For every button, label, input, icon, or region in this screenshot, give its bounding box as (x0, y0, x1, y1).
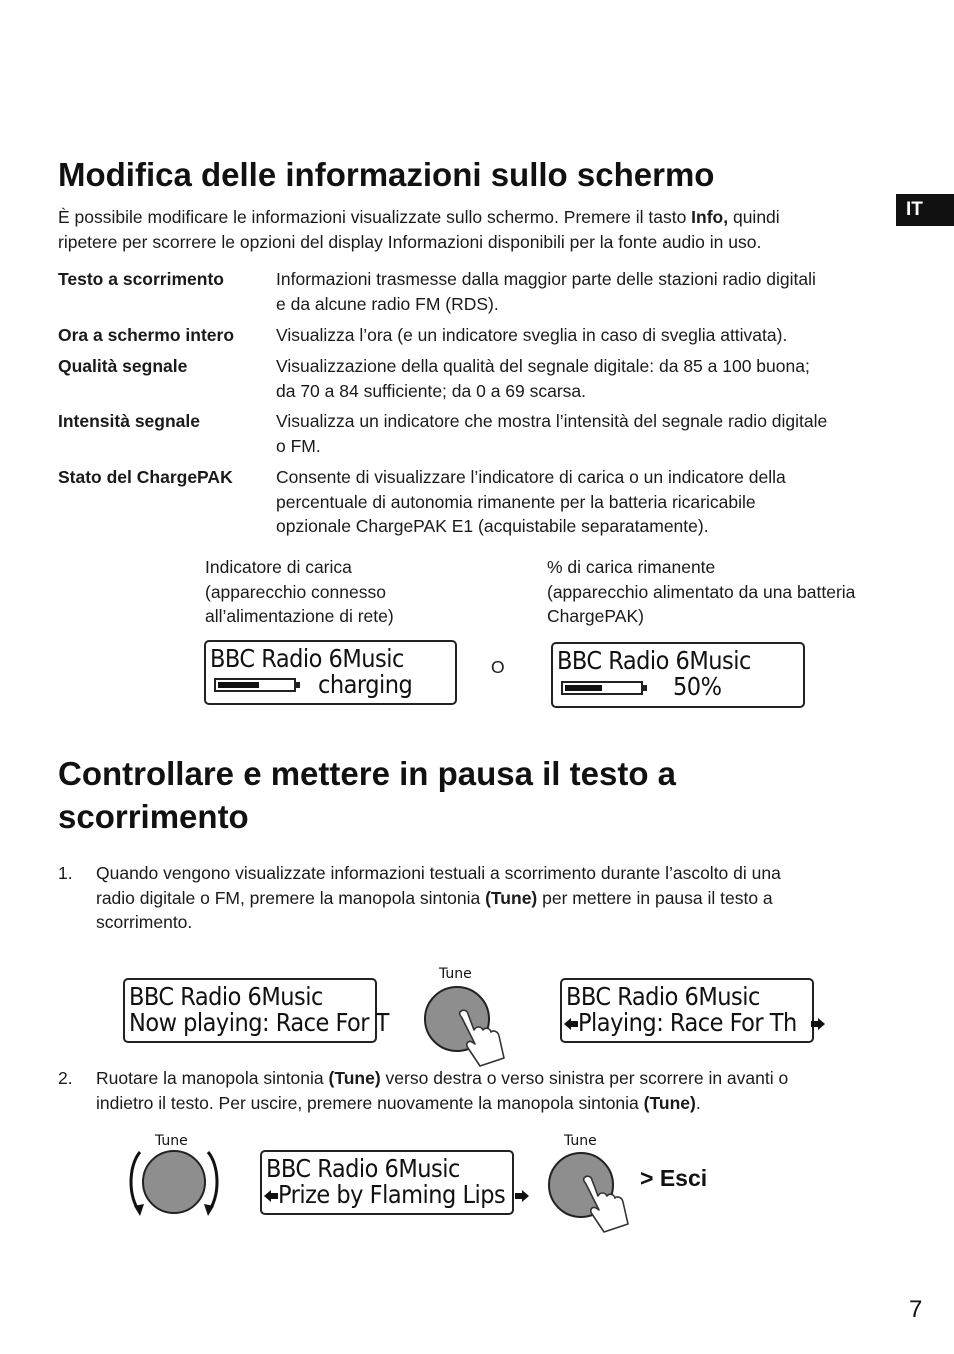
step1-tune-bold: (Tune) (485, 887, 538, 908)
caption-line: (apparecchio connesso (205, 581, 386, 602)
step2-line1b: verso destra o verso sinistra per scorrere in avanti o (380, 1068, 789, 1088)
step2-line2a: indietro il testo. Per uscire, premere nuovamente la manopola sintonia (96, 1092, 644, 1113)
definition-line: Visualizza l’ora (e un indicatore sveglia in caso di sveglia attivata). (276, 325, 788, 345)
definition-term: Intensità segnale (58, 411, 200, 431)
battery-bar (214, 678, 296, 692)
intro-line2: ripetere per scorrere le opzioni del display Informazioni disponibili per la fonte audio in uso. (58, 231, 762, 252)
battery-fill (218, 682, 259, 688)
step1-number: 1. (58, 863, 73, 883)
definition-description (276, 267, 901, 316)
definition-description (276, 465, 901, 539)
intro-paragraph (58, 205, 888, 254)
step2-tune-bold-2: (Tune) (643, 1092, 696, 1113)
battery-bar (561, 681, 643, 695)
lcd-line2: charging (318, 670, 413, 699)
caption-charging (205, 555, 525, 629)
intro-text-b: quindi (728, 207, 780, 227)
lcd-line1: BBC Radio 6Music (129, 982, 323, 1011)
section-title-display-info: Modifica delle informazioni sullo schermo (58, 156, 715, 193)
step1-line1: Quando vengono visualizzate informazioni testuali a scorrimento durante l’ascolto di una (96, 863, 781, 883)
lcd-line1: BBC Radio 6Music (266, 1154, 460, 1183)
scroll-right-arrow-icon (515, 1190, 529, 1202)
battery-fill (565, 685, 602, 691)
step1-line2b: per mettere in pausa il testo a (537, 887, 773, 908)
tune-knob-label: Tune (439, 966, 472, 982)
step1-line2a: radio digitale o FM, premere la manopola sintonia (96, 887, 486, 908)
battery-tip (296, 682, 300, 688)
definition-term: Ora a schermo intero (58, 325, 235, 345)
lcd-line2: 50% (673, 672, 722, 701)
tune-knob-label: Tune (155, 1133, 188, 1149)
battery-tip (643, 685, 647, 691)
tune-knob-label: Tune (564, 1133, 597, 1149)
definition-line: Consente di visualizzare l’indicatore di carica o un indicatore della (276, 467, 786, 487)
title-line1: Controllare e mettere in pausa il testo a (58, 755, 677, 792)
lcd-display-paused (560, 978, 814, 1043)
intro-bold-info: Info, (691, 207, 729, 227)
lcd-line2: Now playing: Race For T (129, 1008, 389, 1037)
lcd-display-charging (204, 640, 457, 705)
lcd-line1: BBC Radio 6Music (566, 982, 760, 1011)
lcd-display-scrolling (123, 978, 389, 1043)
scroll-left-arrow-icon (564, 1018, 578, 1030)
caption-line: % di carica rimanente (547, 557, 716, 577)
definition-line: o FM. (276, 435, 321, 456)
caption-line: Indicatore di carica (205, 557, 352, 577)
tune-knob-press-icon[interactable] (420, 982, 510, 1068)
page-number: 7 (909, 1296, 923, 1323)
scroll-right-arrow-icon (811, 1018, 825, 1030)
language-tab: IT (896, 194, 954, 226)
definition-description (276, 354, 901, 403)
step2-line2b: . (695, 1092, 701, 1113)
lcd-line1: BBC Radio 6Music (557, 646, 751, 675)
section-title-scroll-text (58, 752, 676, 838)
lcd-line2-text: Prize by Flaming Lips (278, 1180, 506, 1209)
caption-line: all’alimentazione di rete) (205, 606, 394, 626)
definition-line: e da alcune radio FM (RDS). (276, 293, 499, 314)
lcd-line2-text: Playing: Race For Th (578, 1008, 797, 1037)
caption-percent (547, 555, 907, 629)
definition-description (276, 323, 901, 348)
definition-term: Stato del ChargePAK (58, 467, 233, 487)
step1-line3: scorrimento. (96, 912, 193, 932)
definition-line: Visualizzazione della qualità del segnale digitale: da 85 a 100 buona; (276, 356, 810, 376)
lcd-line2-wrap (564, 1008, 825, 1037)
tune-knob-press-icon[interactable] (544, 1148, 634, 1234)
scroll-left-arrow-icon (264, 1190, 278, 1202)
or-label: O (491, 657, 505, 677)
step1-text (96, 861, 896, 935)
definition-line: Visualizza un indicatore che mostra l’intensità del segnale radio digitale (276, 411, 828, 431)
step2-number: 2. (58, 1068, 73, 1088)
caption-line: (apparecchio alimentato da una batteria (547, 581, 856, 602)
definition-line: opzionale ChargePAK E1 (acquistabile separatamente). (276, 516, 709, 536)
step2-tune-bold: (Tune) (328, 1068, 381, 1088)
definition-line: percentuale di autonomia rimanente per la batteria ricaricabile (276, 491, 756, 512)
step2-text (96, 1066, 896, 1115)
definition-term: Qualità segnale (58, 356, 188, 376)
intro-text-a: È possibile modificare le informazioni visualizzate sullo schermo. Premere il tasto (58, 207, 692, 227)
definition-term: Testo a scorrimento (58, 269, 224, 289)
title-line2: scorrimento (58, 798, 249, 835)
lcd-display-percent (551, 642, 805, 708)
step2-line1a: Ruotare la manopola sintonia (96, 1068, 329, 1088)
lcd-line2-wrap (264, 1180, 529, 1209)
definition-description (276, 409, 901, 458)
exit-label: > Esci (640, 1165, 708, 1191)
lcd-line1: BBC Radio 6Music (210, 644, 404, 673)
tune-knob-rotate-icon[interactable] (126, 1146, 222, 1222)
definition-line: Informazioni trasmesse dalla maggior parte delle stazioni radio digitali (276, 269, 816, 289)
definition-line: da 70 a 84 sufficiente; da 0 a 69 scarsa. (276, 380, 587, 401)
caption-line: ChargePAK) (547, 606, 644, 626)
lcd-display-track (260, 1150, 514, 1215)
